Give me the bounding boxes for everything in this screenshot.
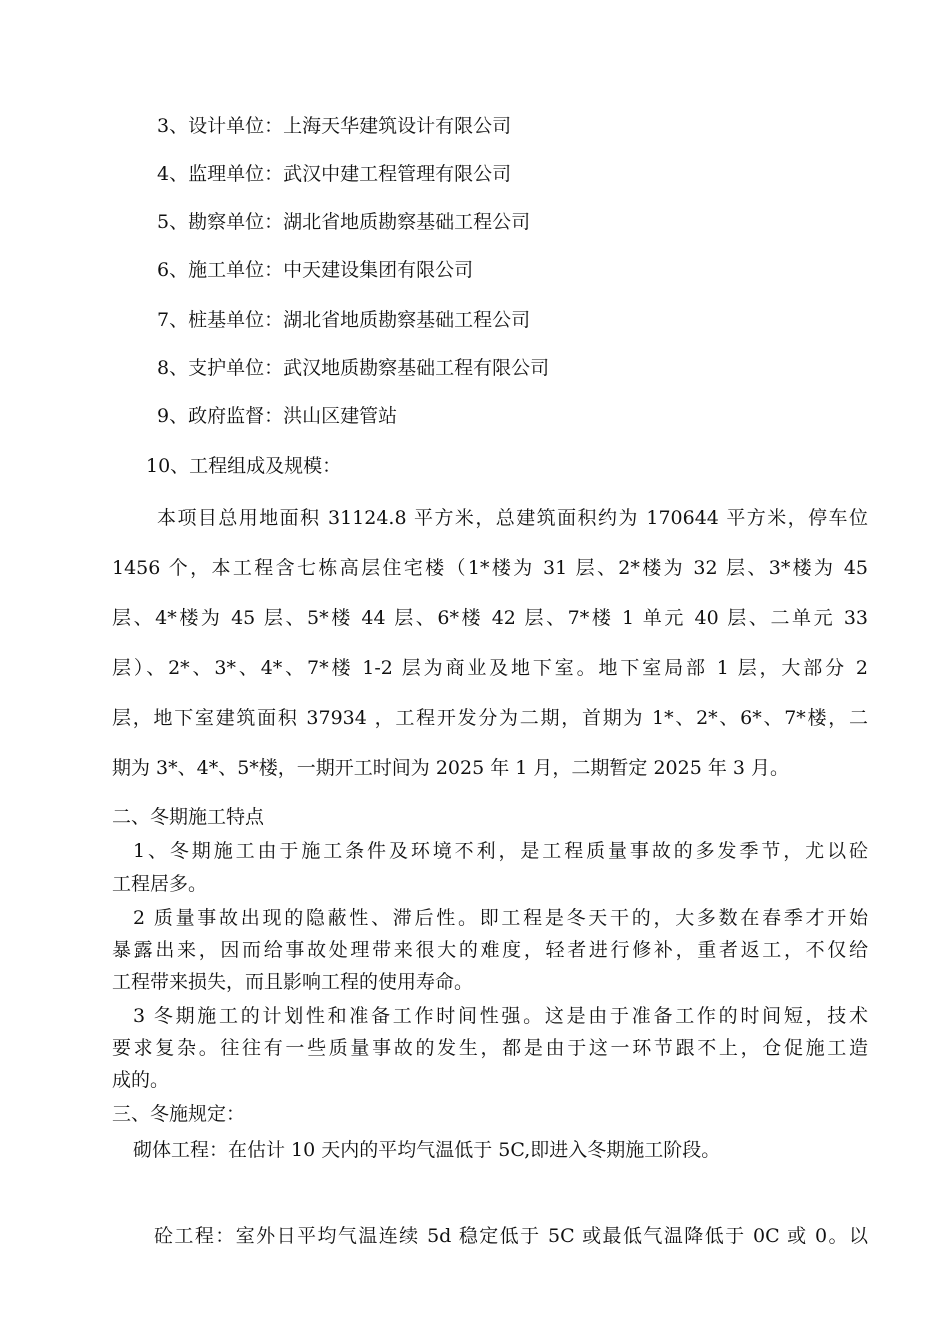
- feature-2-line: 工程带来损失，而且影响工程的使用寿命。: [112, 971, 474, 993]
- scale-paragraph-line: 1456 个，本工程含七栋高层住宅楼（1*楼为 31 层、2*楼为 32 层、3*楼为 45: [112, 557, 868, 579]
- unit-line-survey: 5、勘察单位：湖北省地质勘察基础工程公司: [157, 211, 531, 233]
- feature-3-line: 要求复杂。往往有一些质量事故的发生，都是由于这一环节跟不上，仓促施工造: [112, 1037, 868, 1059]
- feature-3-line: 3 冬期施工的计划性和准备工作时间性强。这是由于准备工作的时间短，技术: [133, 1005, 868, 1027]
- unit-line-design: 3、设计单位：上海天华建筑设计有限公司: [157, 115, 512, 137]
- scale-paragraph-line: 期为 3*、4*、5*楼，一期开工时间为 2025 年 1 月，二期暂定 2025 年 3 月。: [112, 757, 790, 779]
- feature-2-line: 2 质量事故出现的隐蔽性、滞后性。即工程是冬天干的，大多数在春季才开始: [133, 907, 868, 929]
- section-heading-winter-rules: 三、冬施规定：: [112, 1103, 246, 1125]
- section-heading-winter-features: 二、冬期施工特点: [112, 806, 265, 828]
- scale-paragraph-line: 层、4*楼为 45 层、5*楼 44 层、6*楼 42 层、7*楼 1 单元 40 层、二单元 33: [112, 607, 868, 629]
- concrete-rule: 砼工程：室外日平均气温连续 5d 稳定低于 5C 或最低气温降低于 0C 或 0。以: [154, 1225, 868, 1247]
- scale-paragraph-line: 层）、2*、3*、4*、7*楼 1-2 层为商业及地下室。地下室局部 1 层，大部分 2: [112, 657, 868, 679]
- unit-line-government: 9、政府监督：洪山区建管站: [157, 405, 398, 427]
- unit-line-pile: 7、桩基单位：湖北省地质勘察基础工程公司: [157, 309, 531, 331]
- feature-1-line: 1、冬期施工由于施工条件及环境不利，是工程质量事故的多发季节，尤以砼: [133, 840, 868, 862]
- unit-line-supervision: 4、监理单位：武汉中建工程管理有限公司: [157, 163, 512, 185]
- scale-paragraph-line: 本项目总用地面积 31124.8 平方米，总建筑面积约为 170644 平方米，停车位: [157, 507, 868, 529]
- masonry-rule: 砌体工程：在估计 10 天内的平均气温低于 5C,即进入冬期施工阶段。: [133, 1139, 721, 1161]
- scale-paragraph-line: 层，地下室建筑面积 37934 ，工程开发分为二期，首期为 1*、2*、6*、7*楼，二: [112, 707, 868, 729]
- scale-heading: 10、工程组成及规模：: [146, 455, 342, 477]
- feature-1-line: 工程居多。: [112, 873, 208, 895]
- feature-2-line: 暴露出来，因而给事故处理带来很大的难度，轻者进行修补，重者返工，不仅给: [112, 939, 868, 961]
- feature-3-line: 成的。: [112, 1069, 170, 1091]
- unit-line-construction: 6、施工单位：中天建设集团有限公司: [157, 259, 474, 281]
- unit-line-support: 8、支护单位：武汉地质勘察基础工程有限公司: [157, 357, 550, 379]
